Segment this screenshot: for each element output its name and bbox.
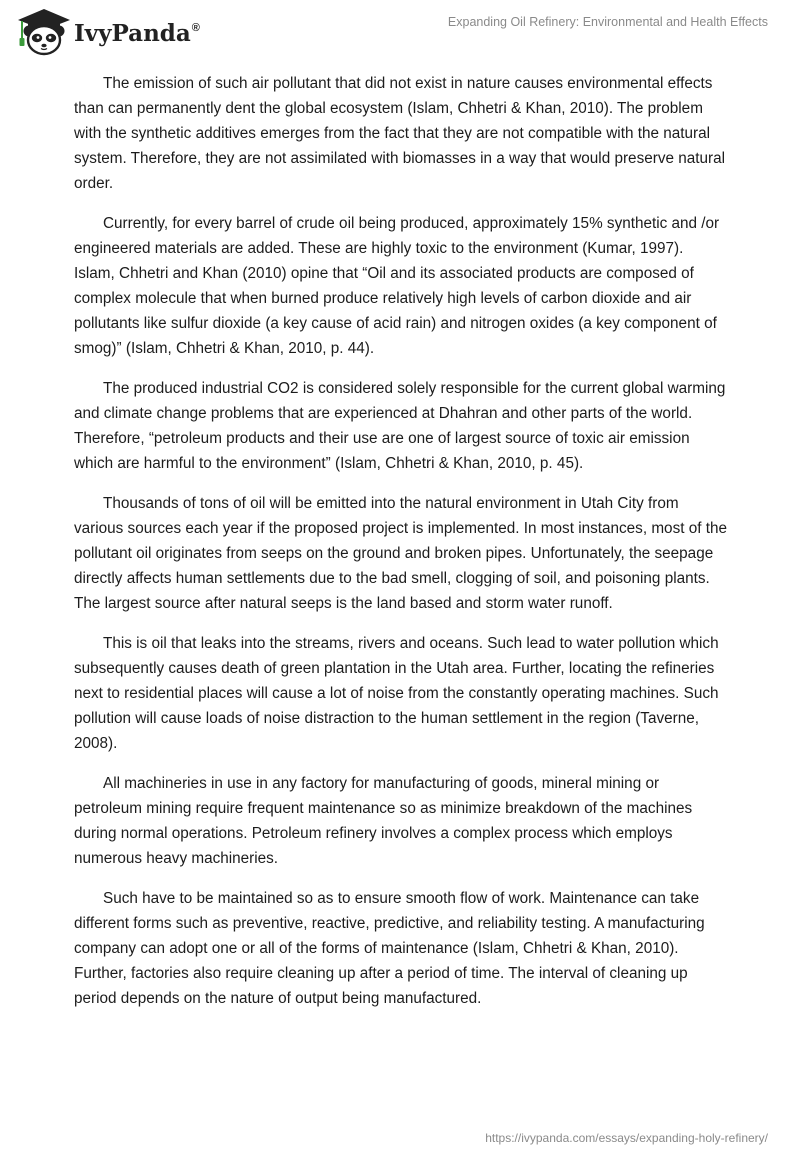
paragraph: This is oil that leaks into the streams, rivers and oceans. Such lead to water pollution which subsequently causes death of green plantation in the Utah area. Further, locating the refineries next to residential places will cause a lot of noise from the constantly operating machines. Such pollution will cause loads of noise distraction to the human settlement in the region (Taverne, 2008). <box>74 635 719 752</box>
essay-body <box>74 71 728 1026</box>
ivypanda-logo[interactable] <box>14 6 200 56</box>
paragraph: Currently, for every barrel of crude oil being produced, approximately 15% synthetic and /or engineered materials are added. These are highly toxic to the environment (Kumar, 1997). Islam, Chhetri and Khan (2010) opine that “Oil and its associated products are composed of complex molecule that when burned produce relatively high levels of carbon dioxide and air pollutants like sulfur dioxide (a key cause of acid rain) and nitrogen oxides (a key component of smog)” (Islam, Chhetri & Khan, 2010, p. 44). <box>74 215 720 357</box>
source-url-link[interactable]: https://ivypanda.com/essays/expanding-holy-refinery/ <box>485 1131 768 1145</box>
document-title: Expanding Oil Refinery: Environmental and Health Effects <box>447 15 768 29</box>
panda-graduate-icon <box>14 6 70 56</box>
page-header <box>0 0 800 66</box>
logo-text: IvyPanda® <box>74 19 200 47</box>
paragraph: All machineries in use in any factory for manufacturing of goods, mineral mining or petroleum mining require frequent maintenance so as minimize breakdown of the machines during normal operations. Petroleum refinery involves a complex process which employs numerous heavy machineries. <box>74 775 693 867</box>
paragraph: The emission of such air pollutant that did not exist in nature causes environmental effects than can permanently dent the global ecosystem (Islam, Chhetri & Khan, 2010). The problem with the synthetic additives emerges from the fact that they are not compatible with the natural system. Therefore, they are not assimilated with biomasses in a way that would preserve natural order. <box>74 75 725 192</box>
paragraph: Such have to be maintained so as to ensure smooth flow of work. Maintenance can take different forms such as preventive, reactive, predictive, and reliability testing. A manufacturing company can adopt one or all of the forms of maintenance (Islam, Chhetri & Khan, 2010). Further, factories also require cleaning up after a period of time. The interval of cleaning up period depends on the nature of output being manufactured. <box>74 890 705 1007</box>
registered-mark: ® <box>191 21 200 34</box>
paragraph: The produced industrial CO2 is considered solely responsible for the current global warming and climate change problems that are experienced at Dhahran and other parts of the world. Therefore, “petroleum products and their use are one of largest source of toxic air emission which are harmful to the environment” (Islam, Chhetri & Khan, 2010, p. 45). <box>74 380 726 472</box>
paragraph: Thousands of tons of oil will be emitted into the natural environment in Utah City from various sources each year if the proposed project is implemented. In most instances, most of the pollutant oil originates from seeps on the ground and broken pipes. Unfortunately, the seepage directly affects human settlements due to the bad smell, clogging of soil, and poisoning plants. The largest source after natural seeps is the land based and storm water runoff. <box>74 495 727 612</box>
